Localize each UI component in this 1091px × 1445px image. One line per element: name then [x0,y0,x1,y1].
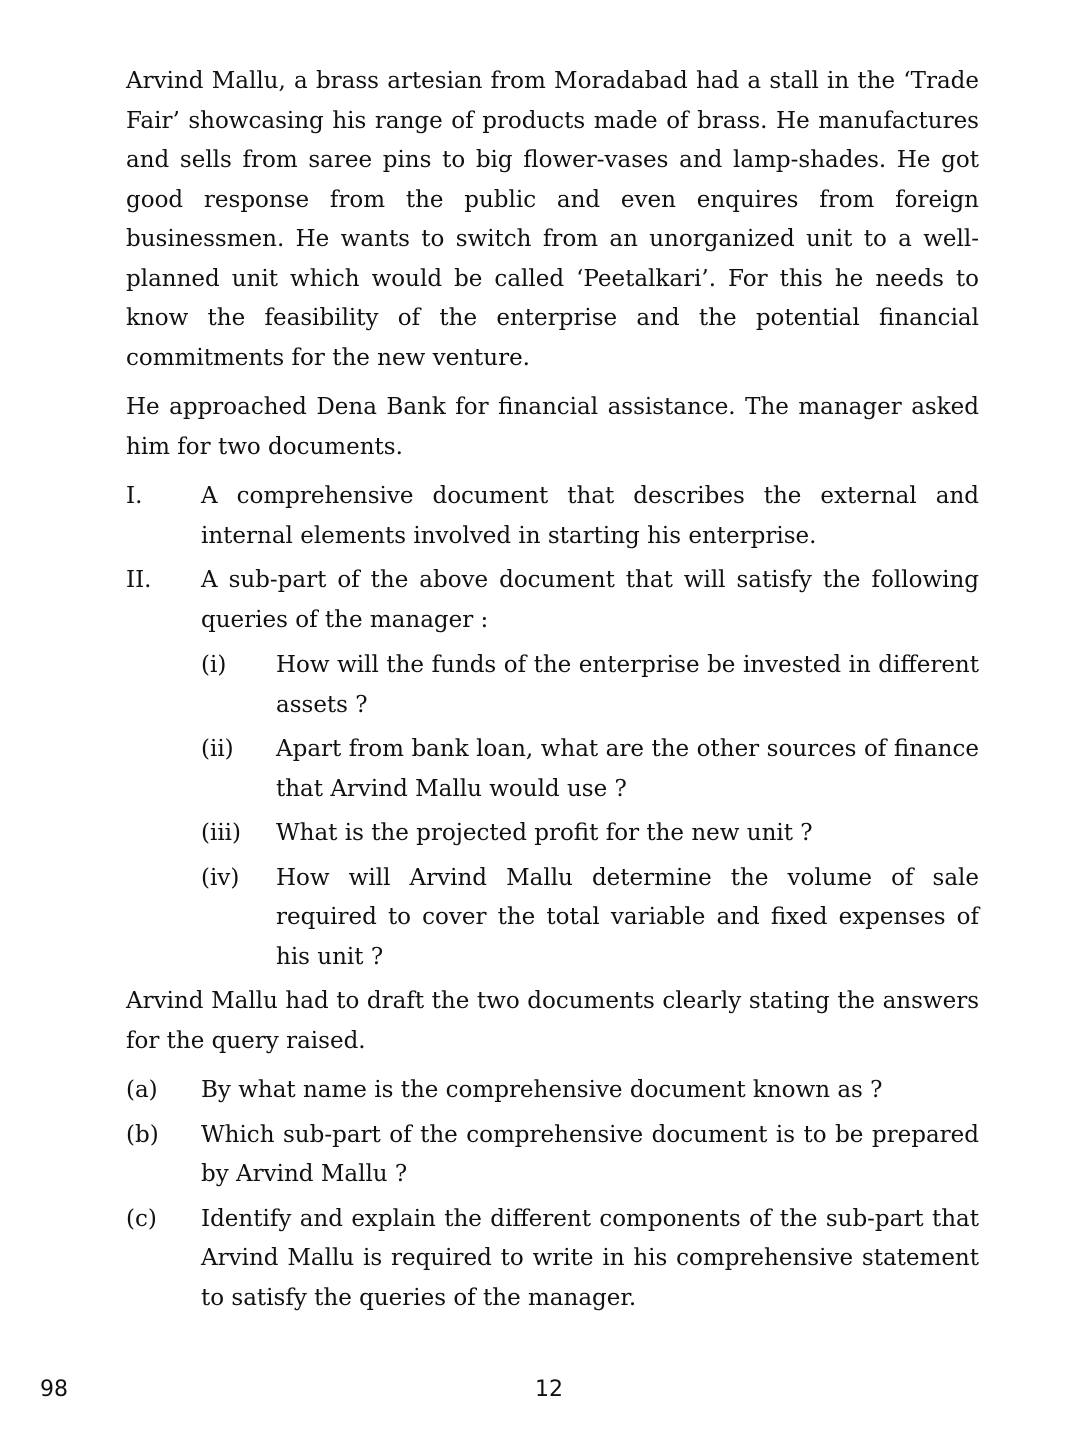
page-code: 98 [40,1377,68,1402]
question-text: By what name is the comprehensive document known as ? [201,1077,883,1103]
document-text: A comprehensive document that describes the external and internal elements involved in starting his enterprise. [201,483,979,549]
query-text: How will Arvind Mallu determine the volume of sale required to cover the total variable and fixed expenses of his unit ? [276,864,979,970]
query-text: Apart from bank loan, what are the other sources of finance that Arvind Mallu would use ? [276,736,979,802]
document-item [126,477,979,556]
document-label: I. [126,483,143,509]
query-label: (i) [201,652,227,678]
page-number: 12 [535,1377,563,1402]
query-label: (iv) [201,864,240,891]
question-text: Identify and explain the different components of the sub-part that Arvind Mallu is required to write in his comprehensive statement to satisfy the queries of the manager. [201,1205,979,1311]
question-label: (c) [126,1205,157,1232]
draft-paragraph: Arvind Mallu had to draft the two documents clearly stating the answers for the query raised. [126,988,979,1054]
question-item [126,1200,979,1319]
query-text: How will the funds of the enterprise be invested in different assets ? [276,652,979,718]
bank-paragraph: He approached Dena Bank for financial assistance. The manager asked him for two documents. [126,394,979,460]
question-item [126,1071,979,1111]
query-item [201,646,979,725]
document-text: A sub-part of the above document that will satisfy the following queries of the manager : [201,567,979,633]
document-list [126,477,979,640]
question-label: (b) [126,1121,159,1148]
query-item [201,859,979,978]
question-list [126,1071,979,1318]
question-label: (a) [126,1077,158,1103]
query-list [126,646,979,977]
query-item [201,814,979,854]
query-label: (ii) [201,736,234,762]
question-content [126,62,979,1323]
query-label: (iii) [201,820,242,846]
query-text: What is the projected profit for the new unit ? [276,820,813,846]
document-item [126,561,979,640]
intro-paragraph: Arvind Mallu, a brass artesian from Moradabad had a stall in the ‘Trade Fair’ showcasing his range of products made of brass. He manufactures and sells from saree pins to big flower-vases and lamp-shades. He got good response from the public and even enquires from foreign businessmen. He wants to switch from an unorganized unit to a well-planned unit which would be called ‘Peetalkari’. For this he needs to know the feasibility of the enterprise and the potential financial commitments for the new venture. [126,68,979,371]
question-item [126,1116,979,1195]
query-item [201,730,979,809]
document-label: II. [126,567,152,593]
question-text: Which sub-part of the comprehensive document is to be prepared by Arvind Mallu ? [201,1121,979,1187]
